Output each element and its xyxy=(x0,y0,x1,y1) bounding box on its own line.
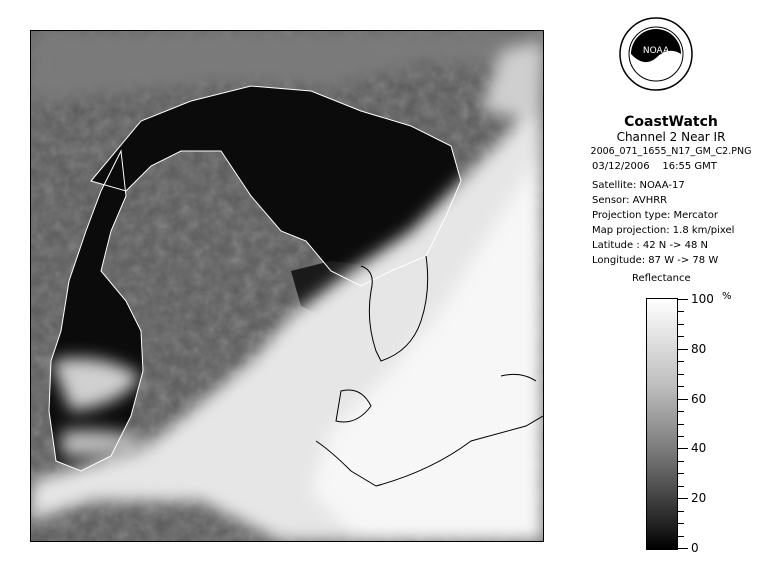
colorbar-tick xyxy=(678,336,684,337)
logo-text: NOAA xyxy=(642,46,670,56)
colorbar-tick xyxy=(678,411,684,412)
colorbar-tick xyxy=(678,299,688,300)
colorbar-tick-label: 40 xyxy=(691,441,707,455)
satellite-map xyxy=(30,30,544,542)
colorbar-tick xyxy=(678,386,684,387)
acquisition-time: 16:55 GMT xyxy=(662,161,717,172)
colorbar-tick-label: 20 xyxy=(691,491,707,505)
legend-unit: % xyxy=(722,291,732,302)
colorbar-tick-label: 80 xyxy=(691,342,707,356)
longitude-range: Longitude: 87 W -> 78 W xyxy=(592,255,719,266)
map-projection-label: Map projection: 1.8 km/pixel xyxy=(592,225,735,236)
colorbar-tick-label: 0 xyxy=(691,541,699,555)
colorbar-tick xyxy=(678,374,684,375)
acquisition-date: 03/12/2006 xyxy=(592,161,650,172)
colorbar-tick xyxy=(678,361,684,362)
satellite-image xyxy=(31,31,543,541)
colorbar-tick xyxy=(678,473,684,474)
colorbar-tick xyxy=(678,311,684,312)
noaa-logo-icon xyxy=(618,16,694,92)
colorbar-tick xyxy=(678,461,684,462)
sensor-label: Sensor: AVHRR xyxy=(592,195,668,206)
satellite-label: Satellite: NOAA-17 xyxy=(592,180,685,191)
colorbar-tick xyxy=(678,536,684,537)
colorbar-tick xyxy=(678,498,688,499)
projection-type-label: Projection type: Mercator xyxy=(592,210,718,221)
product-title: CoastWatch xyxy=(624,114,718,130)
colorbar-tick xyxy=(678,424,684,425)
colorbar-tick xyxy=(678,548,688,549)
colorbar-tick-label: 100 xyxy=(691,292,714,306)
colorbar-tick xyxy=(678,436,684,437)
latitude-range: Latitude : 42 N -> 48 N xyxy=(592,240,708,251)
reflectance-colorbar xyxy=(646,298,678,550)
colorbar-tick-label: 60 xyxy=(691,392,707,406)
colorbar-tick xyxy=(678,324,684,325)
colorbar-tick xyxy=(678,511,684,512)
colorbar-tick xyxy=(678,448,688,449)
acquisition-datetime xyxy=(592,161,717,173)
colorbar-tick xyxy=(678,399,688,400)
channel-label: Channel 2 Near IR xyxy=(616,130,726,144)
colorbar-tick xyxy=(678,486,684,487)
colorbar-tick xyxy=(678,349,688,350)
file-name: 2006_071_1655_N17_GM_C2.PNG xyxy=(590,146,752,157)
legend-title: Reflectance xyxy=(632,273,691,284)
colorbar-tick xyxy=(678,523,684,524)
